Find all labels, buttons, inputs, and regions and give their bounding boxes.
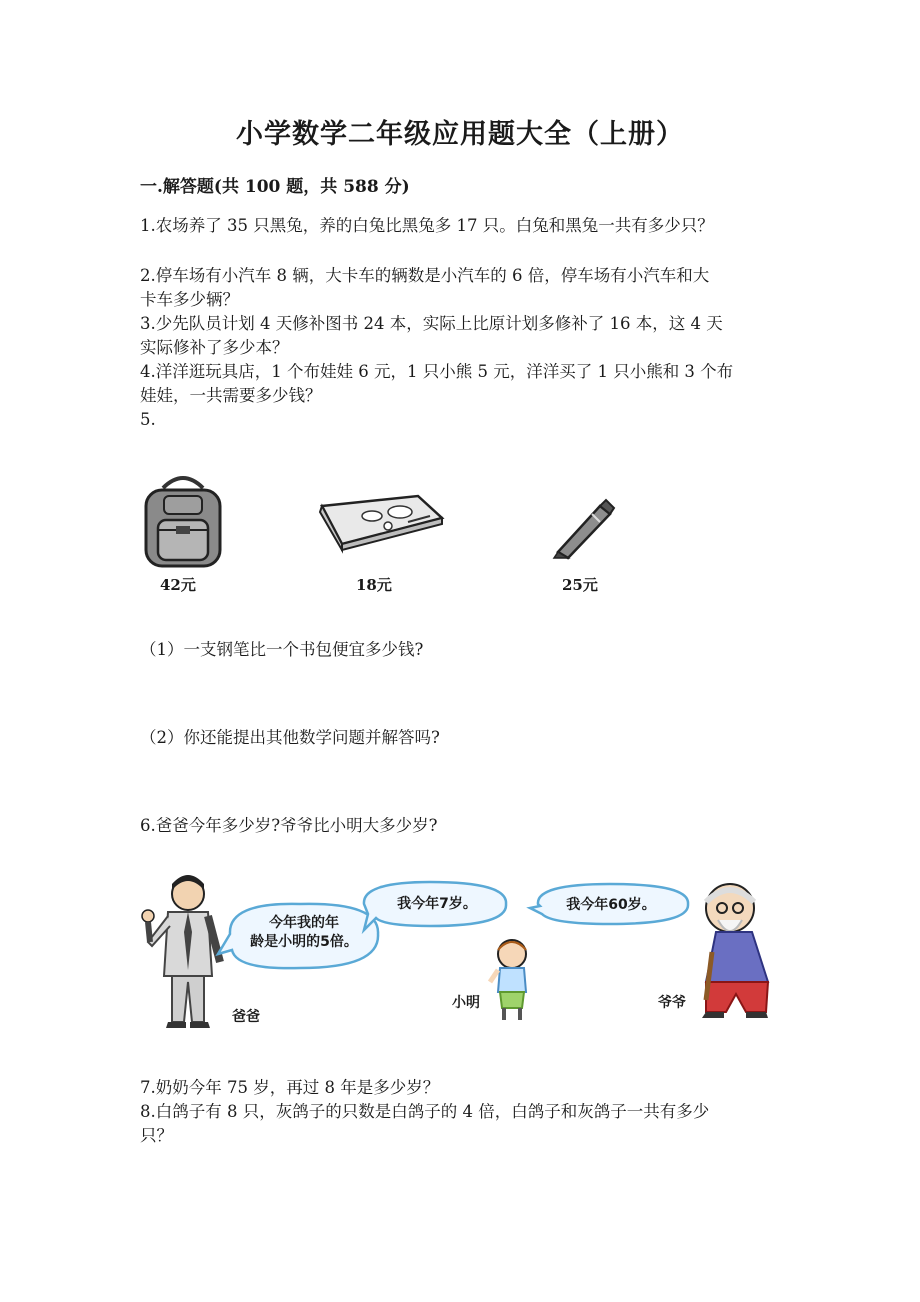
pen-icon xyxy=(548,496,618,562)
question-8-line-2: 只？ xyxy=(140,1126,173,1145)
question-8 xyxy=(140,1100,790,1148)
question-3-line-2: 实际修补了多少本？ xyxy=(140,338,289,357)
dad-speech-bubble xyxy=(232,914,376,952)
dad-figure-icon xyxy=(142,875,220,1028)
dad-bubble-line-1: 今年我的年 xyxy=(269,915,339,931)
grandpa-speech-bubble: 我今年60岁。 xyxy=(566,897,656,913)
question-5-sub-2: （2）你还能提出其他数学问题并解答吗? xyxy=(140,728,440,747)
question-6: 6.爸爸今年多少岁?爷爷比小明大多少岁? xyxy=(140,816,438,835)
question-3-line-1: 3.少先队员计划 4 天修补图书 24 本，实际上比原计划多修补了 16 本，这 4 天 xyxy=(140,314,723,333)
question-2-line-1: 2.停车场有小汽车 8 辆，大卡车的辆数是小汽车的 6 倍，停车场有小汽车和大 xyxy=(140,266,710,285)
question-4 xyxy=(140,360,790,408)
question-7: 7.奶奶今年 75 岁，再过 8 年是多少岁？ xyxy=(140,1078,440,1097)
question-2 xyxy=(140,264,790,312)
backpack-icon xyxy=(138,470,228,570)
dad-bubble-line-2: 龄是小明的5倍。 xyxy=(250,934,358,950)
question-5: 5. xyxy=(140,410,156,429)
question-8-line-1: 8.白鸽子有 8 只，灰鸽子的只数是白鸽子的 4 倍，白鸽子和灰鸽子一共有多少 xyxy=(140,1102,710,1121)
xiaoming-label: 小明 xyxy=(452,995,480,1011)
xiaoming-speech-bubble: 我今年7岁。 xyxy=(397,896,477,912)
pencil-box-price: 18元 xyxy=(356,576,392,594)
backpack-price: 42元 xyxy=(160,576,196,594)
xiaoming-figure-icon xyxy=(490,940,526,1020)
question-4-line-2: 娃娃，一共需要多少钱？ xyxy=(140,386,322,405)
question-4-line-1: 4.洋洋逛玩具店，1 个布娃娃 6 元，1 只小熊 5 元，洋洋买了 1 只小熊和 3 个布 xyxy=(140,362,734,381)
grandpa-label: 爷爷 xyxy=(658,995,686,1011)
section-heading: 一.解答题(共 100 题，共 588 分) xyxy=(140,177,410,197)
question-2-line-2: 卡车多少辆？ xyxy=(140,290,239,309)
question-5-sub-1: （1）一支钢笔比一个书包便宜多少钱? xyxy=(140,640,424,659)
question-1: 1.农场养了 35 只黑兔，养的白兔比黑兔多 17 只。白兔和黑兔一共有多少只？ xyxy=(140,216,714,235)
pencil-box-icon xyxy=(312,488,448,554)
grandpa-figure-icon xyxy=(702,884,768,1018)
question-3 xyxy=(140,312,790,360)
page-title: 小学数学二年级应用题大全（上册） xyxy=(236,119,684,150)
pen-price: 25元 xyxy=(562,576,598,594)
dad-label: 爸爸 xyxy=(232,1009,260,1025)
